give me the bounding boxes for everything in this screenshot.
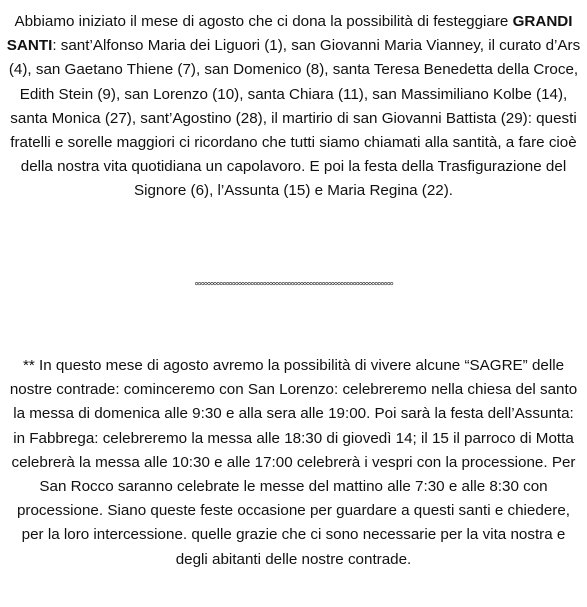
sagre-paragraph: ** In questo mese di agosto avremo la possibilità di vivere alcune “SAGRE” delle nostre contrade: cominceremo con San Lorenzo: celebreremo nella chiesa del santo la messa di domenica alle 9:30 e alla sera alle 19:00. Poi sarà la festa dell’Assunta: in Fabbrega: celebreremo la messa alle 18:30 di giovedì 14; il 15 il parroco di Motta celebrerà la messa alle 10:30 e alle 17:00 celebrerà i vespri con la processione. Per San Rocco saranno celebrate le messe del mattino alle 7:30 e alle 8:30 con processione. Siano queste feste occasione per guardare a questi santi e chiedere, per la loro intercessione. quelle grazie che ci sono necessarie per la vita nostra e degli abitanti delle nostre contrade. — [9, 357, 578, 568]
intro-paragraph — [6, 10, 581, 204]
intro-text-rest: : sant’Alfonso Maria dei Liguori (1), san Giovanni Maria Vianney, il curato d’Ars (4), san Gaetano Thiene (7), san Domenico (8), santa Teresa Benedetta della Croce, Edith Stein (9), san Lorenzo (10), santa Chiara (11), san Massimiliano Kolbe (14), santa Monica (27), sant’Agostino (28), il martirio di san Giovanni Battista (29): questi fratelli e sorelle maggiori ci ricordano che tutti siamo chiamati alla santità, a fare cioè della nostra vita quotidiana un capolavoro. E poi la festa della Trasfigurazione del Signore (6), l’Assunta (15) e Maria Regina (22). — [8, 37, 581, 200]
intro-text-start: Abbiamo iniziato il mese di agosto che ci dona la possibilità di festeggiare — [14, 13, 513, 30]
section-divider: °°°°°°°°°°°°°°°°°°°°°°°°°°°°°°°°°°°°°°°°°°°°°°°°°°°°°°°°°°°°°°°° — [194, 281, 393, 293]
intro-bold-heading: GRANDI SANTI — [6, 13, 573, 55]
